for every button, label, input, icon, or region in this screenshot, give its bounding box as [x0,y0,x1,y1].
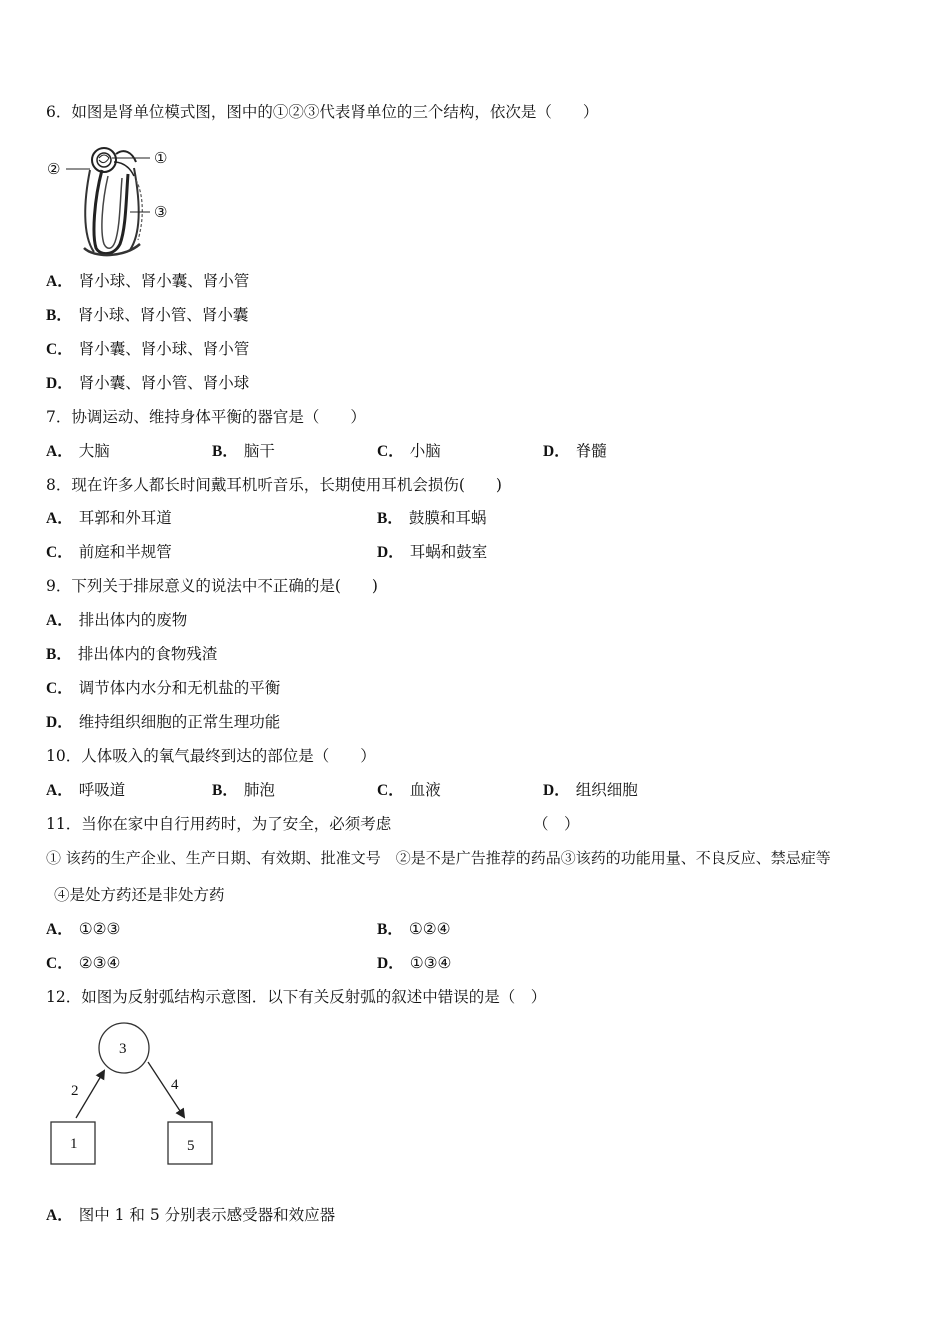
q7-stem: 7．协调运动、维持身体平衡的器官是（ ） [46,408,366,426]
q6-stem: 6．如图是肾单位模式图，图中的①②③代表肾单位的三个结构，依次是（ ） [46,103,599,121]
nephron-diagram [44,140,179,258]
q11-option-c: C． ②③④ [46,954,121,972]
q11-stem: 11．当你在家中自行用药时，为了安全，必须考虑 [46,815,392,833]
q8-stem: 8．现在许多人都长时间戴耳机听音乐，长期使用耳机会损伤( ) [46,476,502,494]
reflex-label-4: 4 [171,1077,179,1093]
q7-option-a: A． 大脑 [46,442,110,460]
q7-option-c: C． 小脑 [377,442,441,460]
q11-conditions: ① 该药的生产企业、生产日期、有效期、批准文号 ②是不是广告推荐的药品③该药的功能用量、不良反应、禁忌症等 [46,849,831,867]
q12-stem: 12．如图为反射弧结构示意图．以下有关反射弧的叙述中错误的是（ ） [46,988,547,1006]
reflex-arc-diagram [40,1018,230,1176]
nephron-label-3: ③ [154,205,168,221]
reflex-label-5: 5 [187,1138,195,1154]
q11-option-d: D． ①③④ [377,954,452,972]
q6-option-c: C． 肾小囊、肾小球、肾小管 [46,340,250,358]
q8-option-d: D． 耳蜗和鼓室 [377,543,488,561]
q8-option-c: C． 前庭和半规管 [46,543,172,561]
q9-stem: 9．下列关于排尿意义的说法中不正确的是( ) [46,577,378,595]
q10-option-d: D． 组织细胞 [543,781,638,799]
reflex-label-2: 2 [71,1083,79,1099]
nephron-label-2: ② [47,162,61,178]
q10-stem: 10．人体吸入的氧气最终到达的部位是（ ） [46,747,376,765]
q12-option-a: A． 图中 1 和 5 分别表示感受器和效应器 [46,1206,336,1224]
q11-stem-paren: （ ） [533,815,580,833]
q10-option-b: B． 肺泡 [212,781,275,799]
q9-option-c: C． 调节体内水分和无机盐的平衡 [46,679,281,697]
q8-option-a: A． 耳郭和外耳道 [46,509,172,527]
q9-option-a: A． 排出体内的废物 [46,611,188,629]
q7-option-b: B． 脑干 [212,442,275,460]
reflex-arrow-2 [76,1071,104,1118]
q9-option-d: D． 维持组织细胞的正常生理功能 [46,713,281,731]
q6-option-d: D． 肾小囊、肾小管、肾小球 [46,374,250,392]
q7-option-d: D． 脊髓 [543,442,607,460]
q11-conditions-cont: ④是处方药还是非处方药 [54,886,225,904]
q8-option-b: B． 鼓膜和耳蜗 [377,509,487,527]
q10-option-a: A． 呼吸道 [46,781,126,799]
reflex-label-3: 3 [119,1041,127,1057]
q9-option-b: B． 排出体内的食物残渣 [46,645,218,663]
q6-option-b: B． 肾小球、肾小管、肾小囊 [46,306,249,324]
q11-option-b: B． ①②④ [377,920,451,938]
reflex-label-1: 1 [70,1136,78,1152]
q10-option-c: C． 血液 [377,781,441,799]
q11-option-a: A． ①②③ [46,920,121,938]
q6-option-a: A． 肾小球、肾小囊、肾小管 [46,272,250,290]
reflex-arrow-4 [148,1062,184,1117]
nephron-label-1: ① [154,151,168,167]
